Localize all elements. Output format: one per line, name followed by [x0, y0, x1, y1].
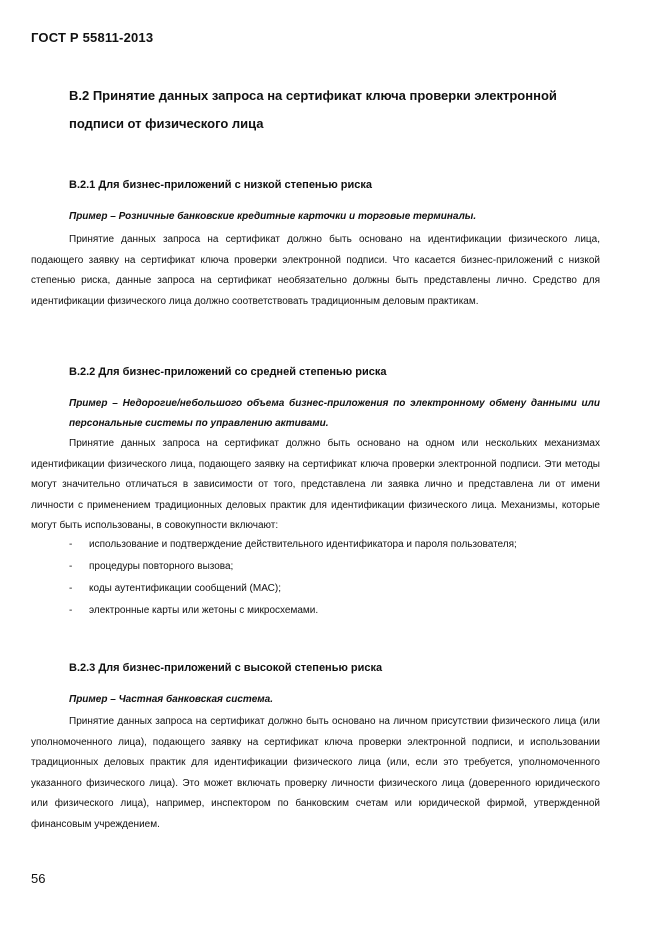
list-item-text: использование и подтверждение действительного идентификатора и пароля пользователя;: [89, 539, 517, 550]
document-header: ГОСТ Р 55811-2013: [31, 30, 154, 45]
example-high-risk: Пример – Частная банковская система.: [69, 694, 273, 705]
mechanisms-list: [69, 534, 600, 622]
page-number: 56: [31, 871, 46, 886]
paragraph-medium-risk: Принятие данных запроса на сертификат должно быть основано на одном или нескольких механизмах идентификации физического лица, подающего заявку на сертификат ключа проверки электронной подписи. Эти методы могут значительно отличаться в зависимости от того, представлена ли заявка лично и представлена ли от имени личности с применением традиционных деловых практик для идентификации физического лица. Механизмы, которые могут быть использованы, в совокупности включают:: [31, 438, 600, 532]
bullet-marker: -: [69, 539, 73, 550]
paragraph-low-risk: Принятие данных запроса на сертификат должно быть основано на идентификации физического лица, подающего заявку на сертификат ключа проверки электронной подписи. Что касается бизнес-приложений с низкой степенью риска, данные запроса на сертификат необязательно должны быть представлены лично. Средство для идентификации физического лица должно соответствовать традиционным деловым практикам.: [31, 234, 600, 307]
subsection-title-medium-risk: В.2.2 Для бизнес-приложений со средней степенью риска: [69, 366, 387, 378]
list-item: [69, 600, 600, 622]
subsection-title-high-risk: В.2.3 Для бизнес-приложений с высокой степенью риска: [69, 662, 383, 674]
list-item: [69, 534, 600, 556]
subsection-title-low-risk: В.2.1 Для бизнес-приложений с низкой степенью риска: [69, 179, 373, 191]
bullet-marker: -: [69, 561, 73, 572]
bullet-marker: -: [69, 605, 73, 616]
example-medium-risk: Пример – Недорогие/небольшого объема бизнес-приложения по электронному обмену данными или персональные системы по управлению активами.: [69, 398, 600, 429]
paragraph-high-risk: Принятие данных запроса на сертификат должно быть основано на личном присутствии физического лица (или уполномоченного лица), подающего заявку на сертификат ключа проверки электронной подписи, и использовании традиционных деловых практик для идентификации физического лица (или, если это требуется, уполномоченного указанного физического лица). Это может включать проверку личности физического лица (доверенного юридического или физического лица), например, инспектором по банковским счетам или юридической фирмой, утвержденной финансовым учреждением.: [31, 716, 600, 830]
list-item: [69, 578, 600, 600]
example-low-risk: Пример – Розничные банковские кредитные карточки и торговые терминалы.: [69, 211, 477, 222]
list-item: [69, 556, 600, 578]
list-item-text: электронные карты или жетоны с микросхемами.: [89, 605, 319, 616]
list-item-text: коды аутентификации сообщений (МАС);: [89, 583, 281, 594]
list-item-text: процедуры повторного вызова;: [89, 561, 234, 572]
section-title: В.2 Принятие данных запроса на сертификат ключа проверки электронной подписи от физического лица: [69, 88, 557, 131]
bullet-marker: -: [69, 583, 73, 594]
